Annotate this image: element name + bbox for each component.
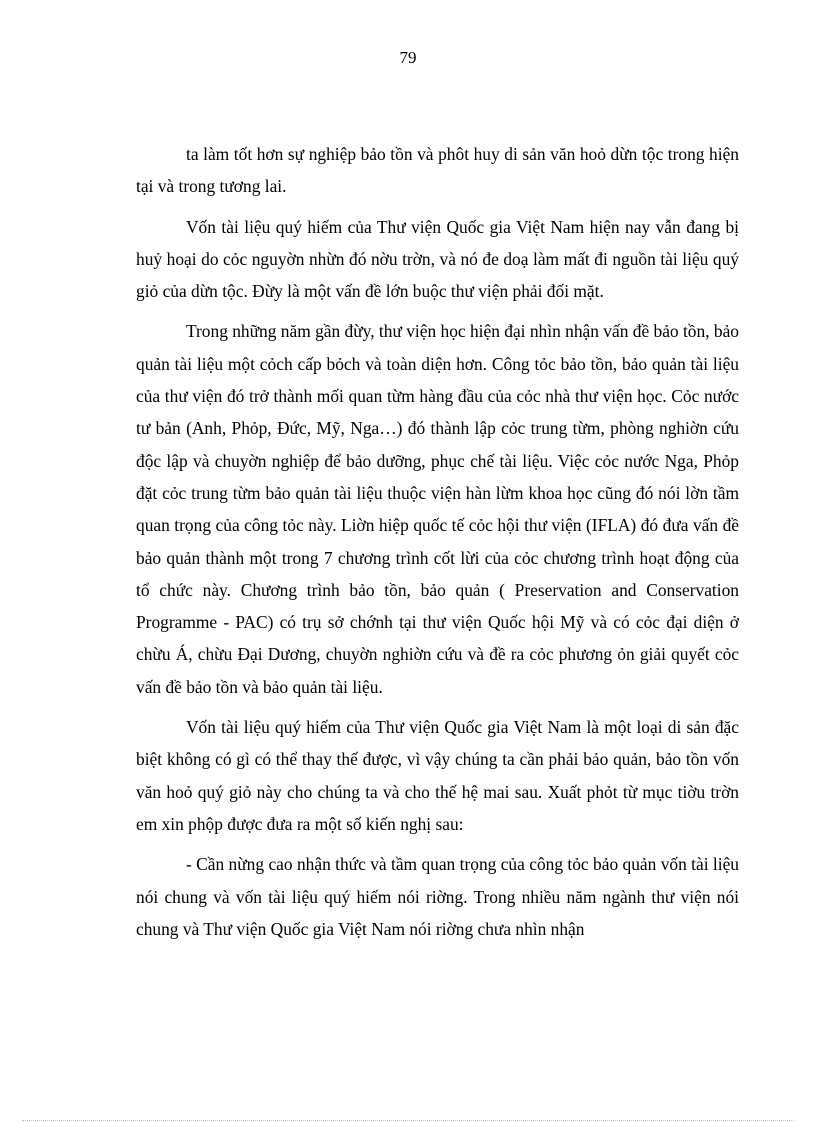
paragraph: Vốn tài liệu quý hiếm của Thư viện Quốc gia Việt Nam là một loại di sản đặc biệt không có gì có thể thay thế được, vì vậy chúng ta cần phải bảo quản, bảo tồn vốn văn hoỏ quý giỏ này cho chúng ta và cho thế hệ mai sau. Xuất phỏt từ mục tiờu trờn em xin phộp được đưa ra một số kiến nghị sau: xyxy=(136,717,739,834)
document-body xyxy=(136,138,739,945)
paragraph: Trong những năm gần đừy, thư viện học hiện đại nhìn nhận vấn đề bảo tồn, bảo quản tài liệu một cỏch cấp bỏch và toàn diện hơn. Công tỏc bảo tồn, bảo quản tài liệu của thư viện đó trở thành mối quan từm hàng đầu của cỏc nhà thư viện học. Cỏc nước tư bản (Anh, Phỏp, Đức, Mỹ, Nga…) đó thành lập cỏc trung từm, phòng nghiờn cứu độc lập và chuyờn nghiệp để bảo dưỡng, phục chế tài liệu. Việc cỏc nước Nga, Phỏp đặt cỏc trung từm bảo quản tài liệu thuộc viện hàn lừm khoa học cũng đó nói lờn tầm quan trọng của công tỏc này. Liờn hiệp quốc tế cỏc hội thư viện (IFLA) đó đưa vấn đề bảo quản thành một trong 7 chương trình cốt lừi của cỏc chương trình hoạt động của tổ chức này. Chương trình bảo tồn, bảo quản ( Preservation and Conservation Programme - PAC) có trụ sở chớnh tại thư viện Quốc hội Mỹ và có cỏc đại diện ở chừu Á, chừu Đại Dương, chuyờn nghiờn cứu và đề ra cỏc phương ỏn giải quyết cỏc vấn đề bảo tồn và bảo quản tài liệu. xyxy=(136,321,739,697)
page-bottom-divider xyxy=(22,1120,794,1121)
paragraph: - Cần nừng cao nhận thức và tầm quan trọng của công tỏc bảo quản vốn tài liệu nói chung và vốn tài liệu quý hiếm nói riờng. Trong nhiều năm ngành thư viện nói chung và Thư viện Quốc gia Việt Nam nói riờng chưa nhìn nhận xyxy=(136,854,739,939)
page-number: 79 xyxy=(399,48,417,67)
paragraph: Vốn tài liệu quý hiếm của Thư viện Quốc gia Việt Nam hiện nay vẫn đang bị huỷ hoại do cỏc nguyờn nhừn đó nờu trờn, và nó đe doạ làm mất đi nguồn tài liệu quý giỏ của dừn tộc. Đừy là một vấn đề lớn buộc thư viện phải đối mặt. xyxy=(136,216,739,302)
paragraph: ta làm tốt hơn sự nghiệp bảo tồn và phôt huy di sản văn hoỏ dừn tộc trong hiện tại và trong tương lai. xyxy=(136,144,739,197)
